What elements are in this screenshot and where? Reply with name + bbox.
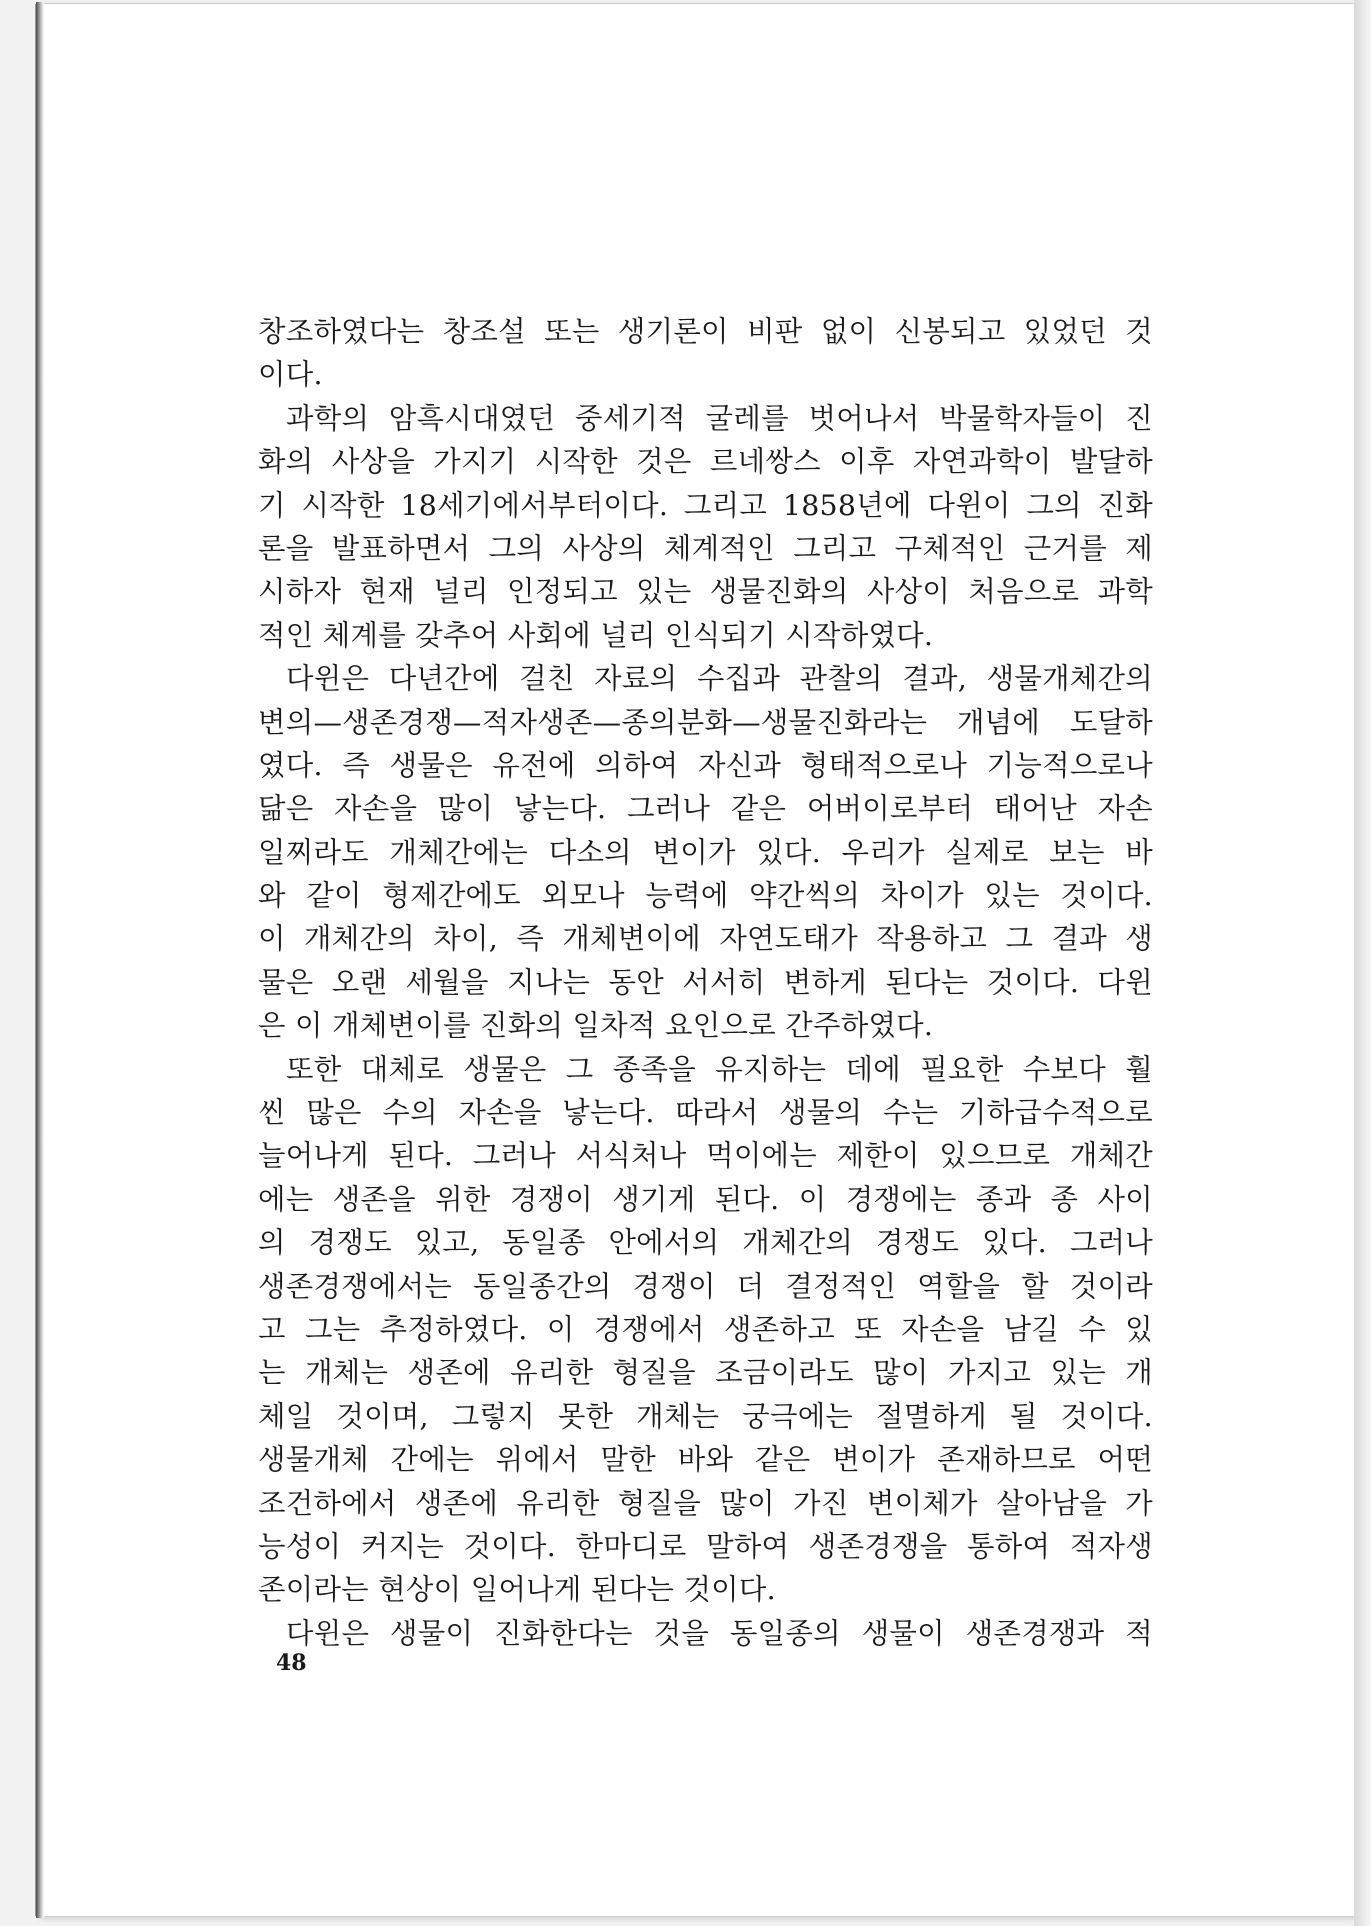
text-line: 는 개체는 생존에 유리한 형질을 조금이라도 많이 가지고 있는 개 [258, 1356, 1153, 1390]
text-line: 의 경쟁도 있고, 동일종 안에서의 개체간의 경쟁도 있다. 그러나 [258, 1226, 1153, 1260]
text-line: 다윈은 다년간에 걸친 자료의 수집과 관찰의 결과, 생물개체간의 [286, 662, 1153, 696]
text-line: 론을 발표하면서 그의 사상의 체계적인 그리고 구체적인 근거를 제 [258, 531, 1153, 565]
page-number: 48 [276, 1650, 307, 1676]
text-line: 변의—생존경쟁—적자생존—종의분화—생물진화라는 개념에 도달하 [258, 705, 1153, 739]
text-line: 화의 사상을 가지기 시작한 것은 르네쌍스 이후 자연과학이 발달하 [258, 445, 1153, 479]
text-line: 체일 것이며, 그렇지 못한 개체는 궁극에는 절멸하게 될 것이다. [258, 1399, 1153, 1433]
body-text [258, 310, 1153, 1655]
text-line: 이다. [258, 358, 323, 392]
text-line: 늘어나게 된다. 그러나 서식처나 먹이에는 제한이 있으므로 개체간 [258, 1139, 1153, 1173]
text-line: 창조하였다는 창조설 또는 생기론이 비판 없이 신봉되고 있었던 것 [258, 315, 1153, 348]
text-line: 기 시작한 18세기에서부터이다. 그리고 1858년에 다윈이 그의 진화 [258, 488, 1153, 522]
text-line: 또한 대체로 생물은 그 종족을 유지하는 데에 필요한 수보다 훨 [286, 1052, 1153, 1086]
text-line: 이 개체간의 차이, 즉 개체변이에 자연도태가 작용하고 그 결과 생 [258, 922, 1153, 956]
text-line: 과학의 암흑시대였던 중세기적 굴레를 벗어나서 박물학자들이 진 [286, 401, 1153, 435]
text-line: 물은 오랜 세월을 지나는 동안 서서히 변하게 된다는 것이다. 다윈 [258, 965, 1153, 999]
text-line: 닮은 자손을 많이 낳는다. 그러나 같은 어버이로부터 태어난 자손 [258, 792, 1153, 826]
text-line: 적인 체계를 갖추어 사회에 널리 인식되기 시작하였다. [258, 618, 934, 652]
book-spine-shadow [36, 2, 44, 1918]
page-right-edge [1354, 0, 1371, 1926]
text-line: 에는 생존을 위한 경쟁이 생기게 된다. 이 경쟁에는 종과 종 사이 [258, 1182, 1153, 1216]
text-line: 은 이 개체변이를 진화의 일차적 요인으로 간주하였다. [258, 1009, 934, 1043]
text-line: 씬 많은 수의 자손을 낳는다. 따라서 생물의 수는 기하급수적으로 [258, 1096, 1153, 1130]
text-line: 와 같이 형제간에도 외모나 능력에 약간씩의 차이가 있는 것이다. [258, 879, 1153, 913]
text-line: 일찌라도 개체간에는 다소의 변이가 있다. 우리가 실제로 보는 바 [258, 835, 1153, 869]
text-line: 고 그는 추정하였다. 이 경쟁에서 생존하고 또 자손을 남길 수 있 [258, 1312, 1153, 1346]
text-line: 존이라는 현상이 일어나게 된다는 것이다. [258, 1573, 776, 1607]
text-line: 능성이 커지는 것이다. 한마디로 말하여 생존경쟁을 통하여 적자생 [258, 1529, 1153, 1563]
text-line: 다윈은 생물이 진화한다는 것을 동일종의 생물이 생존경쟁과 적 [286, 1616, 1153, 1650]
text-line: 생물개체 간에는 위에서 말한 바와 같은 변이가 존재하므로 어떤 [258, 1443, 1153, 1477]
text-line: 시하자 현재 널리 인정되고 있는 생물진화의 사상이 처음으로 과학 [258, 575, 1153, 609]
text-line: 였다. 즉 생물은 유전에 의하여 자신과 형태적으로나 기능적으로나 [258, 748, 1153, 782]
text-line: 조건하에서 생존에 유리한 형질을 많이 가진 변이체가 살아남을 가 [258, 1486, 1153, 1520]
text-line: 생존경쟁에서는 동일종간의 경쟁이 더 결정적인 역할을 할 것이라 [258, 1269, 1153, 1303]
